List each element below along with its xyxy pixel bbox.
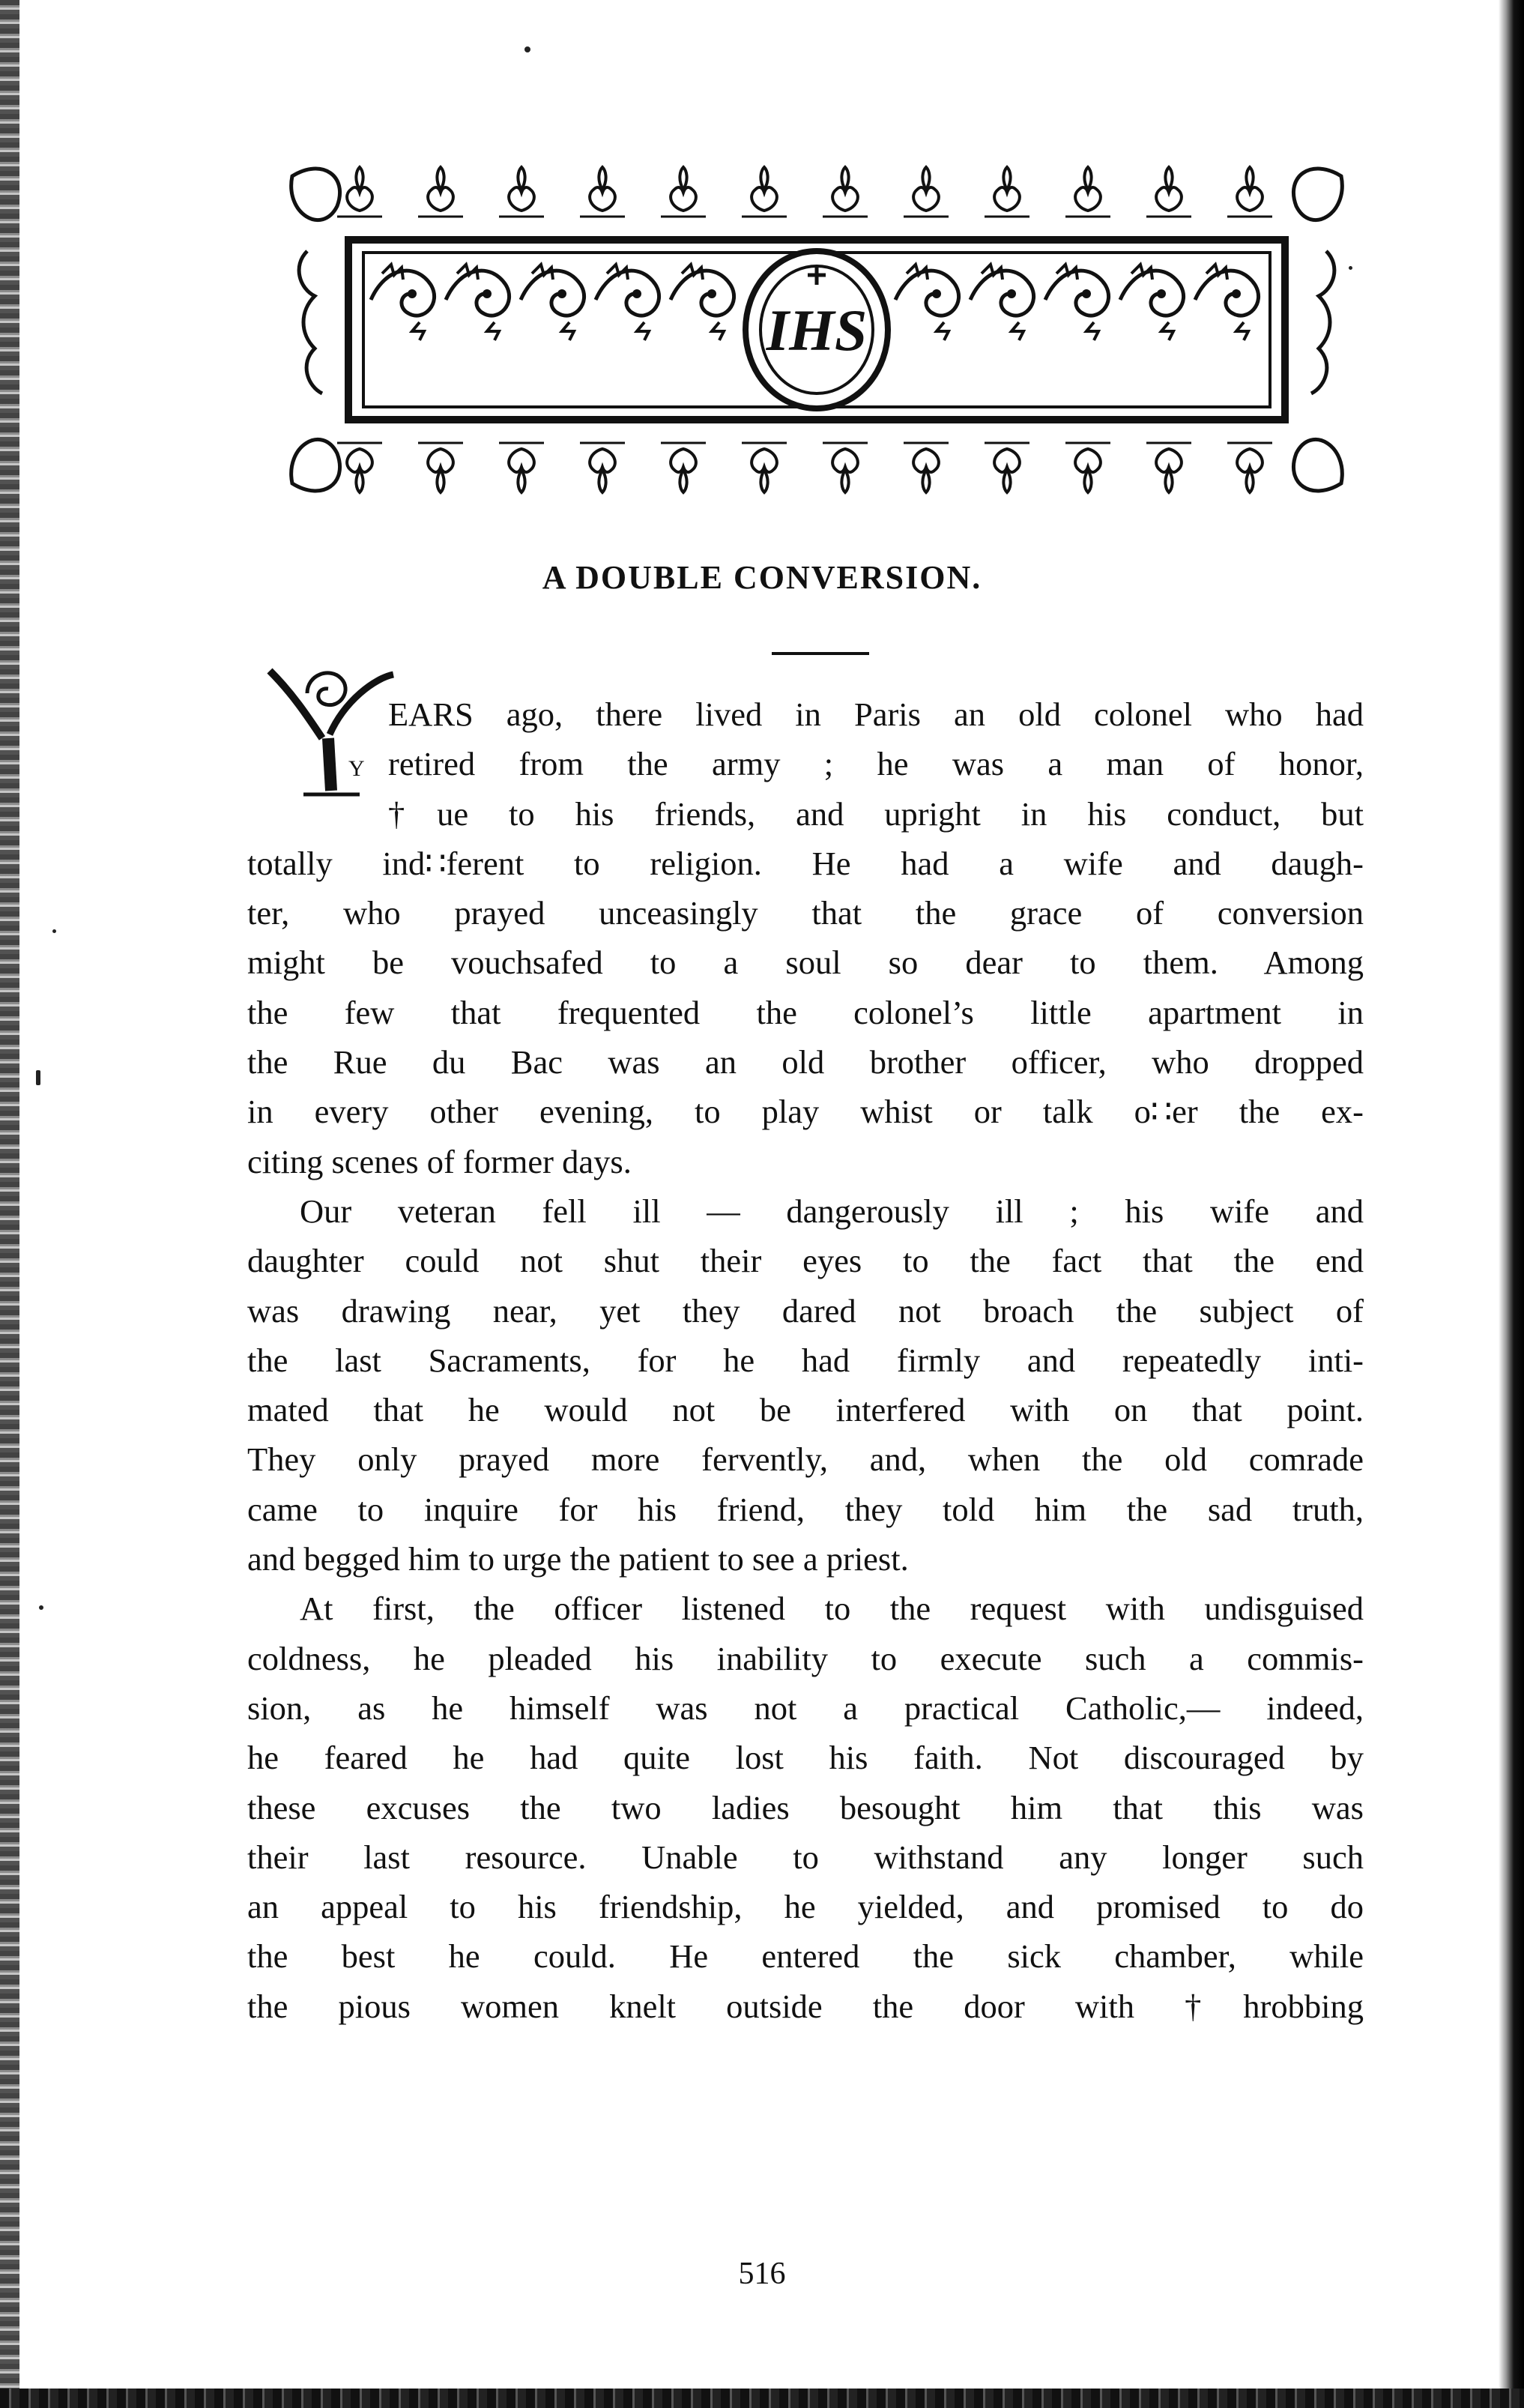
text-line: an appeal to his friendship, he yielded, and promised to do (247, 1888, 1364, 1926)
print-speck (524, 46, 530, 52)
text-line: †ue to his friends, and upright in his conduct, but (388, 794, 1364, 833)
title-rule (772, 652, 869, 655)
text-line: citing scenes of former days. (247, 1142, 632, 1180)
text-line: the few that frequented the colonel’s little apartment in (247, 993, 1364, 1031)
scan-left-edge (0, 0, 19, 2408)
text-line: might be vouchsafed to a soul so dear to them. Among (247, 944, 1364, 982)
text-line: coldness, he pleaded his inability to execute such a commis- (247, 1639, 1364, 1677)
text-line: They only prayed more fervently, and, when the old comrade (247, 1440, 1364, 1479)
text-line: mated that he would not be interfered with on that point. (247, 1391, 1364, 1429)
monogram-text: IHS (766, 298, 868, 363)
print-speck (52, 929, 56, 933)
page-number: 516 (738, 2257, 786, 2291)
text-line: the pious women knelt outside the door with †hrobbing (247, 1987, 1364, 2025)
text-line: the best he could. He entered the sick chamber, while (247, 1937, 1364, 1976)
print-speck (36, 1070, 40, 1085)
text-line: in every other evening, to play whist or talk o∷er the ex- (247, 1093, 1364, 1131)
chapter-title: A DOUBLE CONVERSION. (542, 559, 982, 596)
text-line: their last resource. Unable to withstand any longer such (247, 1838, 1364, 1876)
text-line: Our veteran fell ill — dangerously ill ; his wife and (300, 1192, 1364, 1230)
text-line: EARS ago, there lived in Paris an old colonel who had (388, 695, 1364, 733)
text-line: totally ind∷ferent to religion. He had a wife and daugh- (247, 844, 1364, 882)
text-line: was drawing near, yet they dared not broach the subject of (247, 1291, 1364, 1330)
scan-right-edge (1499, 0, 1524, 2408)
dropcap-letter: Y (348, 756, 365, 781)
text-line: retired from the army ; he was a man of honor, (388, 745, 1364, 783)
body-text (247, 689, 1364, 2031)
print-speck (39, 1605, 43, 1610)
text-line: At first, the officer listened to the request with undisguised (300, 1590, 1364, 1628)
text-line: daughter could not shut their eyes to the fact that the end (247, 1242, 1364, 1280)
text-line: these excuses the two ladies besought him that this was (247, 1788, 1364, 1826)
text-line: came to inquire for his friend, they told him the sad truth, (247, 1490, 1364, 1528)
ornamental-headpiece (277, 154, 1356, 506)
text-line: the last Sacraments, for he had firmly and repeatedly inti- (247, 1341, 1364, 1379)
text-line: he feared he had quite lost his faith. Not discouraged by (247, 1739, 1364, 1777)
text-line: and begged him to urge the patient to see a priest. (247, 1540, 909, 1578)
scan-bottom-edge (0, 2389, 1524, 2408)
text-line: the Rue du Bac was an old brother officer, who dropped (247, 1043, 1364, 1081)
text-line: ter, who prayed unceasingly that the grace of conversion (247, 894, 1364, 932)
text-line: sion, as he himself was not a practical Catholic,— indeed, (247, 1689, 1364, 1727)
